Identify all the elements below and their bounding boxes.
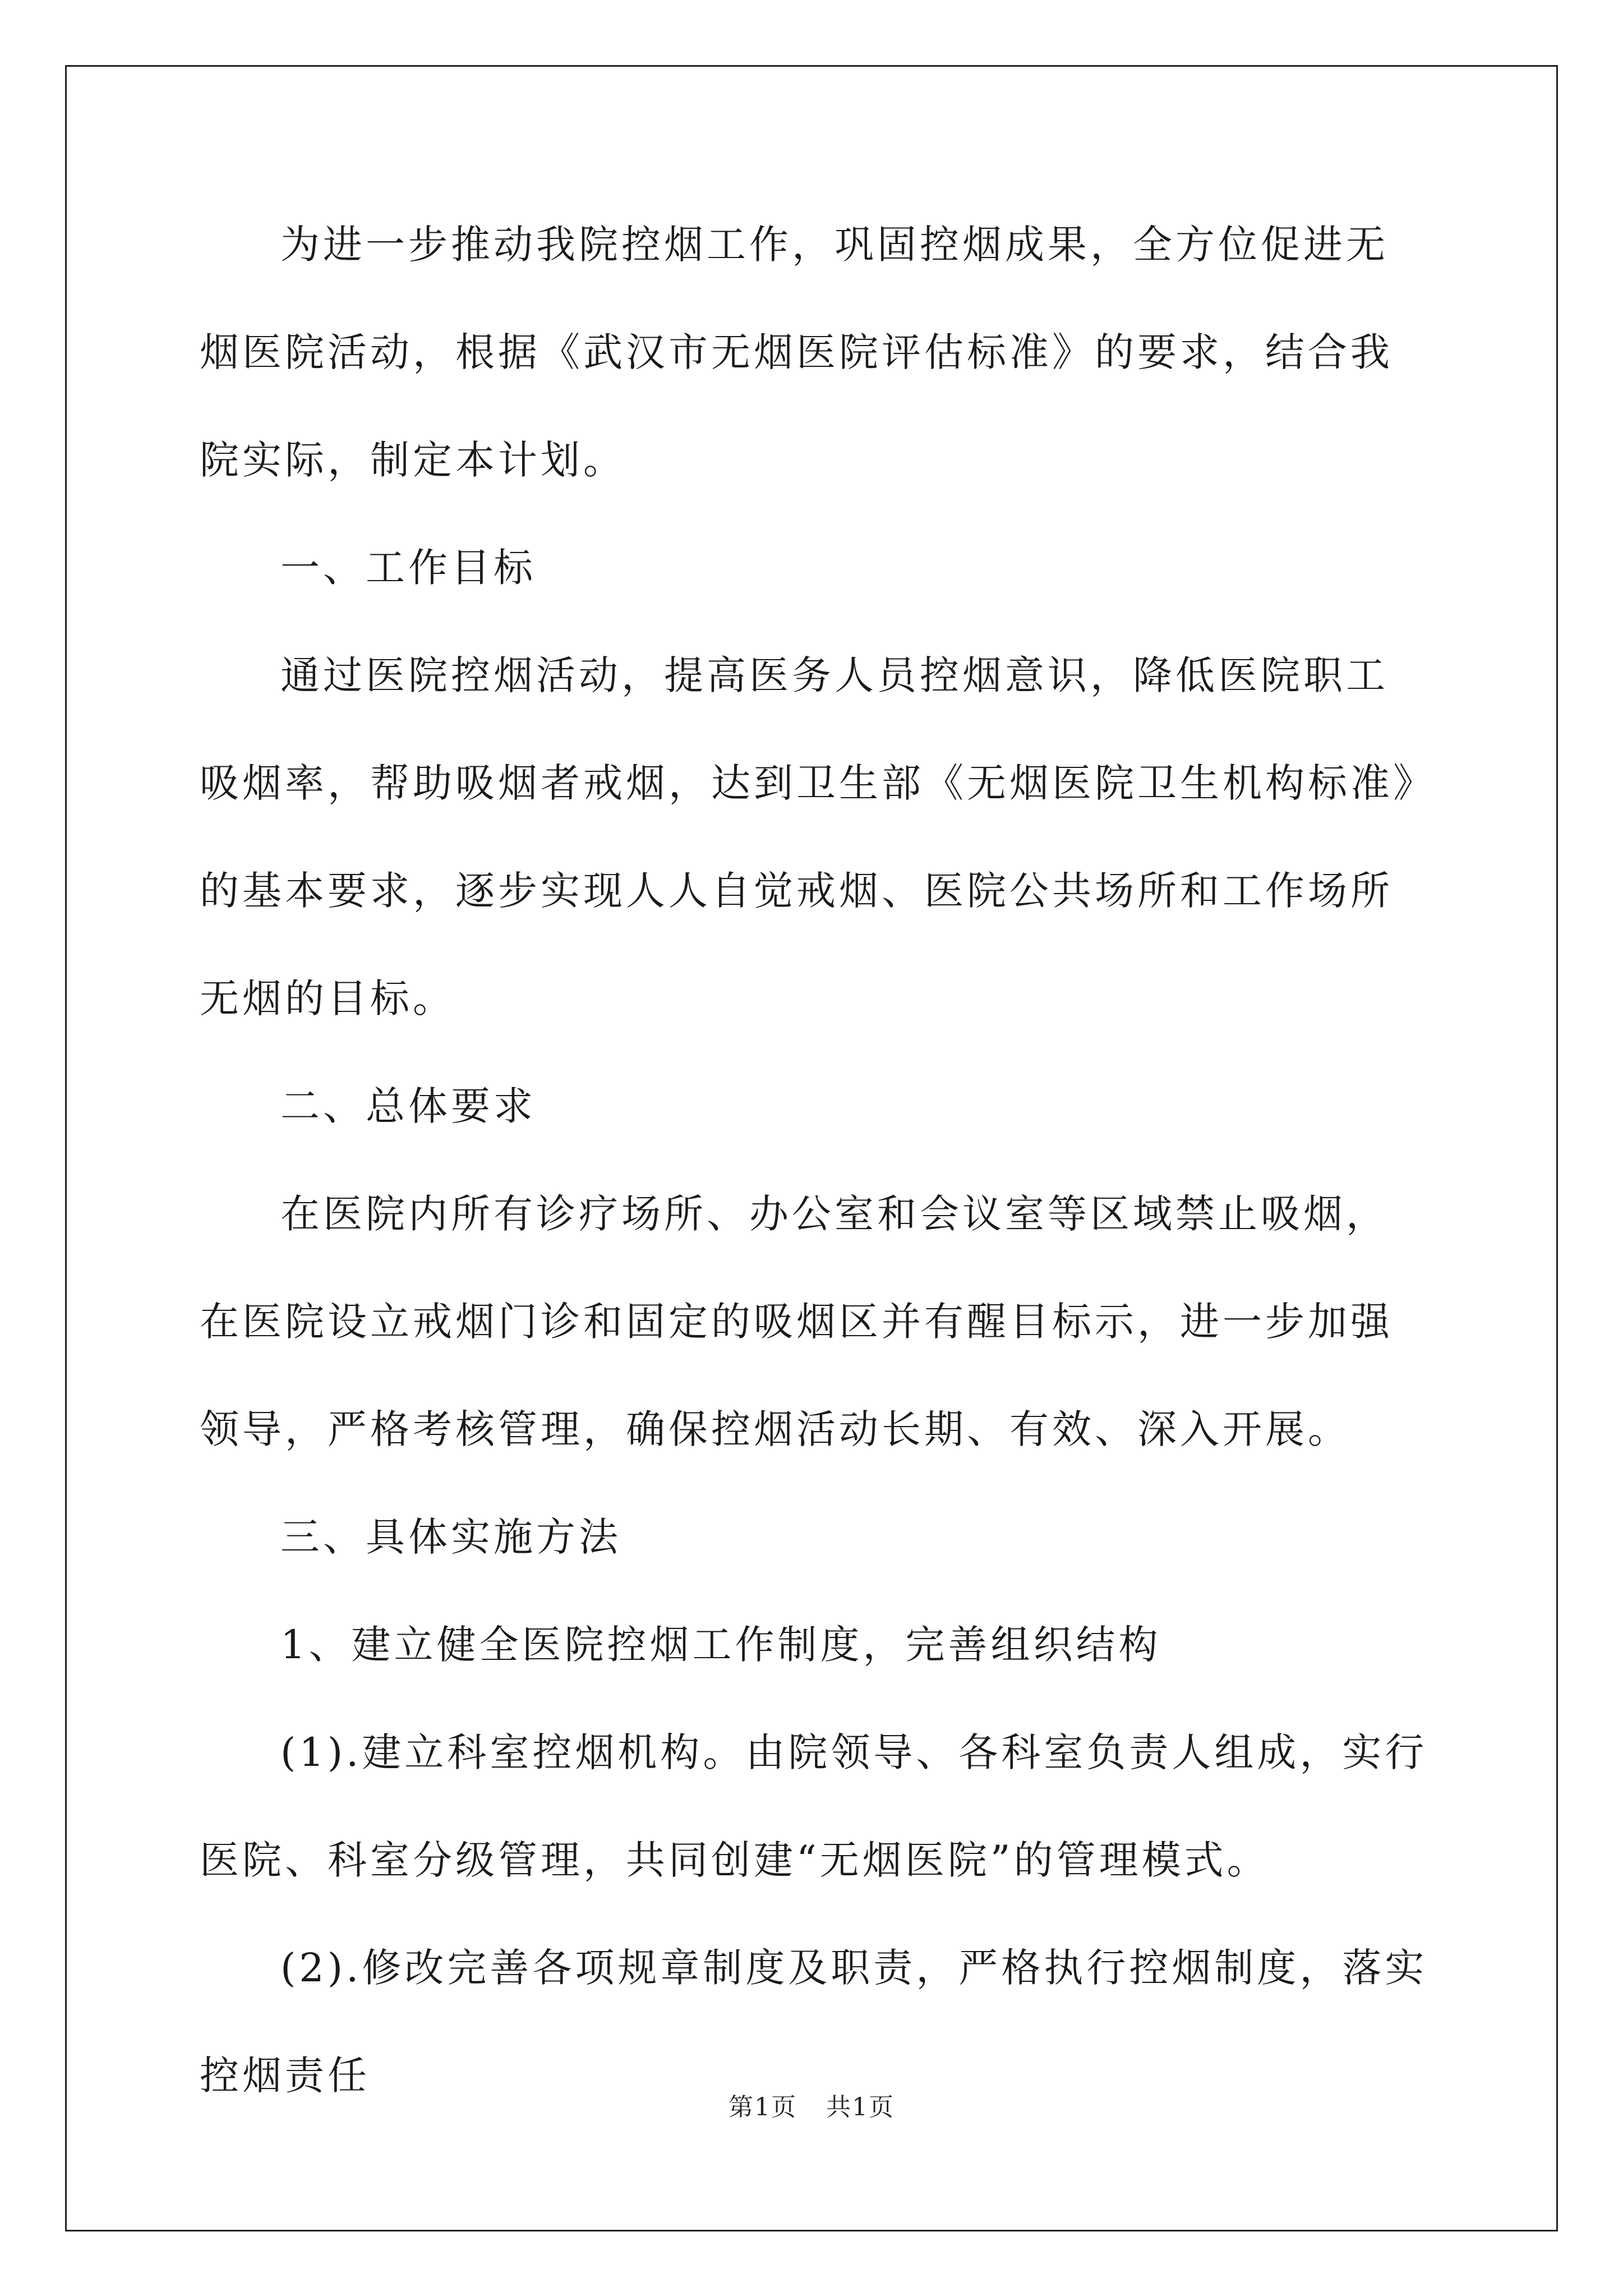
section-heading-methods: 三、具体实施方法 <box>280 1514 621 1560</box>
total-pages-label: 共1页 <box>826 2093 895 2122</box>
requirements-paragraph: 在医院内所有诊疗场所、办公室和会议室等区域禁止吸烟，在医院设立戒烟门诊和固定的吸烟区并有醒目标示，进一步加强领导，严格考核管理，确保控烟活动长期、有效、深入开展。 <box>200 1191 1393 1452</box>
intro-paragraph: 为进一步推动我院控烟工作，巩固控烟成果，全方位促进无烟医院活动，根据《武汉市无烟医院评估标准》的要求，结合我院实际，制定本计划。 <box>200 222 1393 483</box>
section-heading-requirements: 二、总体要求 <box>280 1083 536 1129</box>
goals-paragraph: 通过医院控烟活动，提高医务人员控烟意识，降低医院职工吸烟率，帮助吸烟者戒烟，达到卫生部《无烟医院卫生机构标准》的基本要求，逐步实现人人自觉戒烟、医院公共场所和工作场所无烟的目标。 <box>200 652 1416 1022</box>
section-heading-goals: 一、工作目标 <box>280 545 536 591</box>
current-page-label: 第1页 <box>728 2093 797 2122</box>
page-footer <box>0 2087 1623 2123</box>
document-body <box>200 191 1428 2129</box>
method-item-1: 1、建立健全医院控烟工作制度，完善组织结构 <box>280 1622 1161 1668</box>
method-subitem-2: (2).修改完善各项规章制度及职责，严格执行控烟制度，落实控烟责任 <box>200 1945 1428 2099</box>
method-subitem-1: (1).建立科室控烟机构。由院领导、各科室负责人组成，实行医院、科室分级管理，共同创建“无烟医院”的管理模式。 <box>200 1729 1428 1883</box>
